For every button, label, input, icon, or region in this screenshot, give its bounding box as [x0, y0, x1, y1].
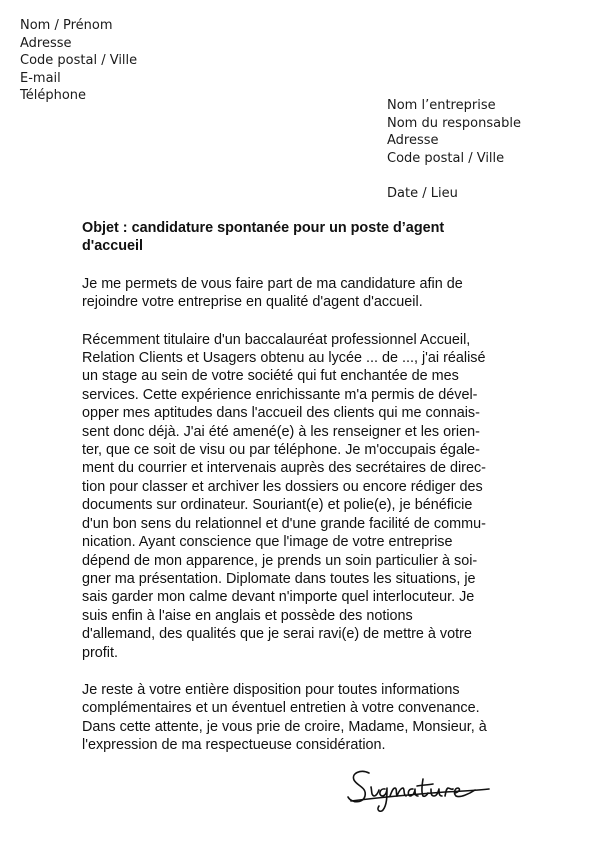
- sender-name: Nom / Prénom: [20, 18, 113, 33]
- recipient-postal-city: Code postal / Ville: [387, 150, 505, 166]
- paragraph-closing: [82, 681, 522, 755]
- letter-body: [82, 219, 522, 774]
- sender-phone: Téléphone: [20, 88, 87, 104]
- paragraph-line: ment du courrier et intervenais auprès des secrétaires de direc-: [82, 460, 486, 477]
- paragraph-line: rejoindre votre entreprise en qualité d'agent d'accueil.: [82, 294, 423, 311]
- sender-block: [20, 17, 137, 105]
- date-place: Date / Lieu: [387, 186, 458, 201]
- paragraph-line: profit.: [82, 644, 118, 661]
- recipient-manager: Nom du responsable: [387, 115, 521, 131]
- recipient-block: [387, 97, 521, 167]
- handwritten-signature: [345, 765, 495, 815]
- recipient-address: Adresse: [387, 133, 439, 149]
- subject-line: [82, 219, 522, 256]
- paragraph-line: Récemment titulaire d'un baccalauréat professionnel Accueil,: [82, 331, 471, 348]
- paragraph-line: Relation Clients et Usagers obtenu au lycée ... de ..., j'ai réalisé: [82, 350, 486, 367]
- paragraph-intro: [82, 275, 522, 312]
- paragraph-line: dépend de mon apparence, je prends un soin particulier à soi-: [82, 552, 478, 569]
- paragraph-line: suis enfin à l'aise en anglais et possède des notions: [82, 607, 413, 624]
- sender-address: Adresse: [20, 35, 72, 51]
- paragraph-line: un stage au sein de votre société qui fut enchantée de mes: [82, 368, 459, 385]
- paragraph-line: nication. Ayant conscience que l'image de votre entreprise: [82, 534, 453, 551]
- paragraph-line: documents sur ordinateur. Souriant(e) et polie(e), je bénéficie: [82, 497, 473, 514]
- subject-line-text: Objet : candidature spontanée pour un poste d’agent: [82, 220, 445, 236]
- paragraph-line: services. Cette expérience enrichissante m'a permis de dével-: [82, 386, 478, 403]
- paragraph-line: ter, que ce soit de visu ou par téléphone. Je m'occupais égale-: [82, 442, 480, 459]
- paragraph-line: Je reste à votre entière disposition pour toutes informations: [82, 681, 460, 698]
- paragraph-line: sais garder mon calme devant n'importe quel interlocuteur. Je: [82, 589, 475, 606]
- sender-postal-city: Code postal / Ville: [20, 53, 138, 69]
- paragraph-line: d'allemand, des qualités que je serai ravi(e) de mettre à votre: [82, 626, 472, 643]
- paragraph-line: d'un bon sens du relationnel et d'une grande facilité de commu-: [82, 515, 486, 532]
- paragraph-line: gner ma présentation. Diplomate dans toutes les situations, je: [82, 570, 476, 587]
- paragraph-line: Dans cette attente, je vous prie de croire, Madame, Monsieur, à: [82, 718, 487, 735]
- sender-email: E-mail: [20, 70, 61, 86]
- paragraph-experience: [82, 331, 522, 662]
- paragraph-line: sent donc déjà. J'ai été amené(e) à les renseigner et les orien-: [82, 423, 480, 440]
- paragraph-line: Je me permets de vous faire part de ma candidature afin de: [82, 275, 463, 292]
- paragraph-line: complémentaires et un éventuel entretien à votre convenance.: [82, 700, 480, 717]
- paragraph-line: opper mes aptitudes dans l'accueil des clients qui me connais-: [82, 405, 480, 422]
- paragraph-line: tion pour classer et archiver les dossiers ou encore rédiger des: [82, 478, 483, 495]
- recipient-company: Nom l’entreprise: [387, 98, 496, 113]
- signature-icon: [345, 765, 495, 815]
- paragraph-line: l'expression de ma respectueuse considération.: [82, 737, 386, 754]
- subject-line-text: d'accueil: [82, 238, 144, 255]
